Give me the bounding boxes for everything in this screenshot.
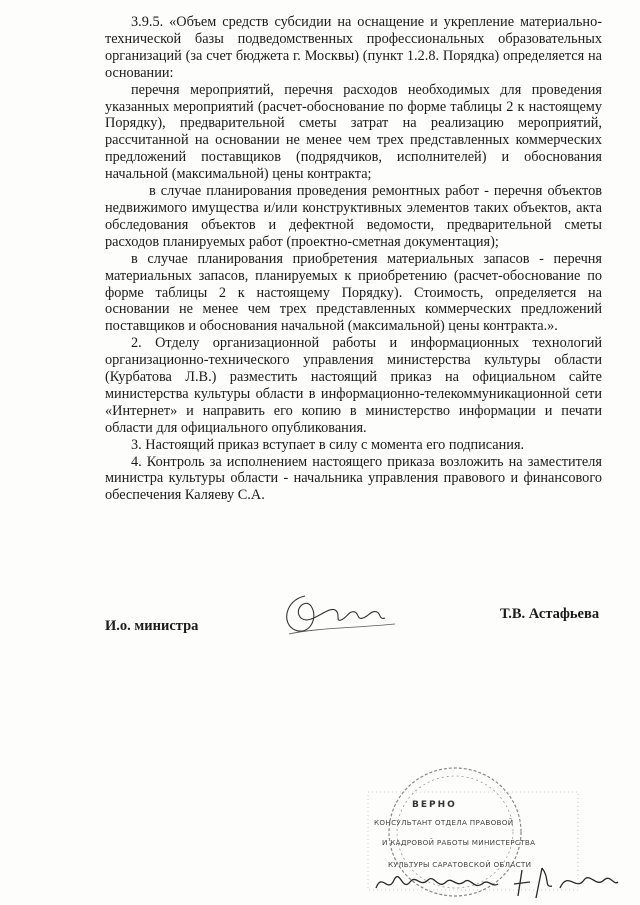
paragraph-item-4: 4. Контроль за исполнением настоящего приказа возложить на заместителя министра культуры области - начальника управления правового и финансового обеспечения Каляеву С.А.	[105, 453, 602, 504]
stamp-line-2: И КАДРОВОЙ РАБОТЫ МИНИСТЕРСТВА	[382, 838, 536, 847]
paragraph-material-supplies: в случае планирования приобретения материальных запасов - перечня материальных запасов, планируемых к приобретению (расчет-обоснование по форме таблицы 2 к настоящему Порядку). Стоимость, определяется на основании не менее чем трех представленных коммерческих предложений поставщиков и обоснования начальной (максимальной) цены контракта.».	[105, 250, 602, 335]
handwritten-certification-mark	[372, 858, 622, 902]
paragraph-item-2: 2. Отделу организационной работы и информационных технологий организационно-технического управления министерства культуры области (Курбатова Л.В.) разместить настоящий приказ на официальном сайте министерства культуры области в информационно-телекоммуникационной сети «Интернет» и направить его копию в министерство информации и печати области для официального опубликования.	[105, 335, 602, 436]
document-body	[105, 14, 602, 504]
signatory-role: И.о. министра	[105, 618, 199, 634]
stamp-line-1: КОНСУЛЬТАНТ ОТДЕЛА ПРАВОВОЙ	[374, 818, 514, 827]
paragraph-item-3: 3. Настоящий приказ вступает в силу с момента его подписания.	[131, 436, 525, 453]
handwritten-signature	[275, 588, 405, 640]
paragraph-3-9-5: 3.9.5. «Объем средств субсидии на оснащение и укрепление материально-технической базы подведомственных профессиональных образовательных организаций (за счет бюджета г. Москвы) (пункт 1.2.8. Порядка) определяется на основании:	[105, 14, 602, 81]
stamp-line-3: КУЛЬТУРЫ САРАТОВСКОЙ ОБЛАСТИ	[388, 860, 532, 869]
signatory-name: Т.В. Астафьева	[500, 606, 600, 622]
paragraph-measures-list: перечня мероприятий, перечня расходов необходимых для проведения указанных мероприятий (расчет-обоснование по форме таблицы 2 к настоящему Порядку), предварительной сметы затрат на реализацию мероприятий, рассчитанной на основании не менее чем трех представленных коммерческих предложений поставщиков (подрядчиков, исполнителей) и обоснования начальной (максимальной) цены контракта;	[105, 81, 602, 183]
stamp-title: ВЕРНО	[412, 800, 457, 810]
paragraph-repair-works: в случае планирования проведения ремонтных работ - перечня объектов недвижимого имущества и/или конструктивных элементов таких объектов, акта обследования объектов и дефектной ведомости, предварительной сметы расходов планируемых работ (проектно-сметная документация);	[105, 183, 602, 250]
